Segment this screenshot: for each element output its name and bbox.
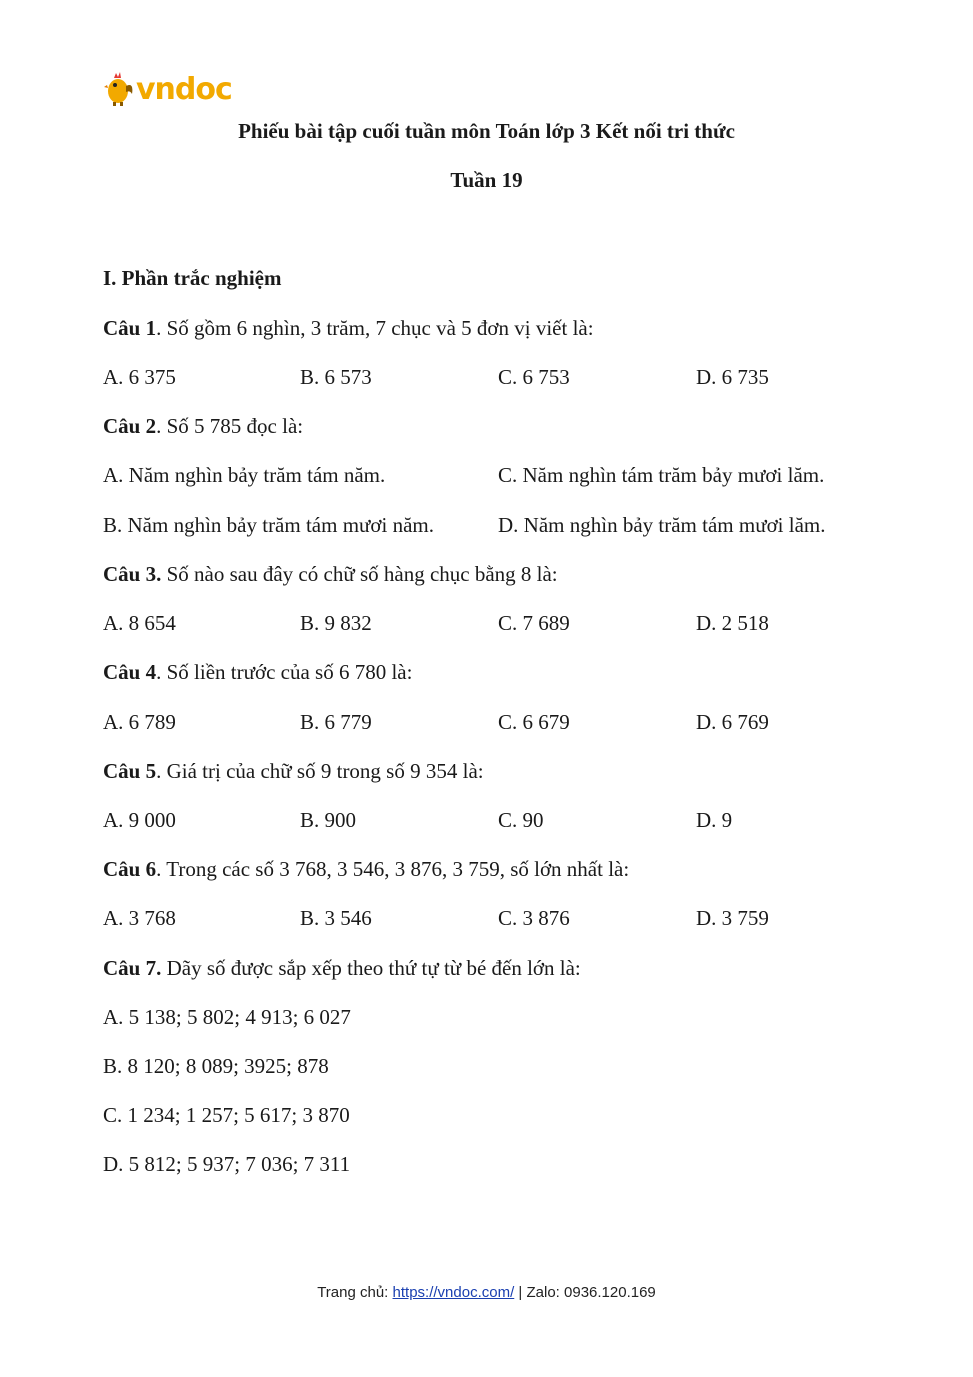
option-c: C. 6 753 — [498, 365, 570, 389]
option-c: C. 7 689 — [498, 611, 570, 635]
option-d: D. 3 759 — [696, 906, 769, 930]
question-label: Câu 6 — [103, 857, 157, 881]
question-1 — [103, 316, 594, 341]
option-a: A. 5 138; 5 802; 4 913; 6 027 — [103, 1005, 351, 1029]
option-c: C. 3 876 — [498, 906, 570, 930]
option-b: B. 6 779 — [300, 710, 372, 734]
question-3 — [103, 562, 558, 587]
option-b: B. Năm nghìn bảy trăm tám mươi năm. — [103, 513, 435, 537]
question-7 — [103, 956, 581, 981]
option-c: C. 6 679 — [498, 710, 570, 734]
page-title: Phiếu bài tập cuối tuần môn Toán lớp 3 Kết nối tri thức — [238, 119, 735, 143]
question-text: Số nào sau đây có chữ số hàng chục bằng 8 là: — [161, 562, 558, 586]
option-d: D. Năm nghìn bảy trăm tám mươi lăm. — [498, 513, 826, 537]
question-label: Câu 5 — [103, 759, 157, 783]
option-a: A. Năm nghìn bảy trăm tám năm. — [103, 463, 386, 487]
option-b: B. 6 573 — [300, 365, 372, 389]
option-d: D. 6 735 — [696, 365, 769, 389]
question-4 — [103, 660, 412, 685]
option-b: B. 3 546 — [300, 906, 372, 930]
option-a: A. 3 768 — [103, 906, 176, 930]
rooster-mascot-icon — [104, 72, 134, 106]
page-subtitle: Tuần 19 — [450, 168, 523, 192]
vndoc-logo — [104, 70, 244, 108]
question-label: Câu 7. — [103, 956, 162, 980]
option-c: C. 90 — [498, 808, 544, 832]
page-footer — [0, 1284, 973, 1301]
option-b: B. 9 832 — [300, 611, 372, 635]
option-d: D. 5 812; 5 937; 7 036; 7 311 — [103, 1152, 351, 1176]
option-d: D. 6 769 — [696, 710, 769, 734]
option-b: B. 900 — [300, 808, 357, 832]
question-2 — [103, 414, 303, 439]
section-heading: I. Phần trắc nghiệm — [103, 266, 282, 290]
option-d: D. 2 518 — [696, 611, 769, 635]
option-a: A. 8 654 — [103, 611, 176, 635]
question-text: . Trong các số 3 768, 3 546, 3 876, 3 759, số lớn nhất là: — [156, 857, 630, 881]
option-c: C. Năm nghìn tám trăm bảy mươi lăm. — [498, 463, 825, 487]
question-label: Câu 2 — [103, 414, 157, 438]
option-a: A. 6 789 — [103, 710, 176, 734]
footer-contact: | Zalo: 0936.120.169 — [514, 1284, 656, 1301]
option-a: A. 6 375 — [103, 365, 176, 389]
question-5 — [103, 759, 484, 784]
question-label: Câu 4 — [103, 660, 157, 684]
question-text: . Số gồm 6 nghìn, 3 trăm, 7 chục và 5 đơn vị viết là: — [156, 316, 594, 340]
question-text: . Số liền trước của số 6 780 là: — [156, 660, 413, 684]
question-text: . Giá trị của chữ số 9 trong số 9 354 là: — [156, 759, 484, 783]
question-text: Dãy số được sắp xếp theo thứ tự từ bé đến lớn là: — [161, 956, 581, 980]
question-6 — [103, 857, 629, 882]
question-text: . Số 5 785 đọc là: — [156, 414, 304, 438]
homepage-link[interactable]: https://vndoc.com/ — [392, 1284, 515, 1301]
logo-text: vndoc — [136, 71, 232, 107]
option-d: D. 9 — [696, 808, 733, 832]
question-label: Câu 1 — [103, 316, 157, 340]
option-c: C. 1 234; 1 257; 5 617; 3 870 — [103, 1103, 350, 1127]
footer-prefix: Trang chủ: — [317, 1284, 393, 1301]
option-a: A. 9 000 — [103, 808, 176, 832]
question-label: Câu 3. — [103, 562, 162, 586]
option-b: B. 8 120; 8 089; 3925; 878 — [103, 1054, 329, 1078]
